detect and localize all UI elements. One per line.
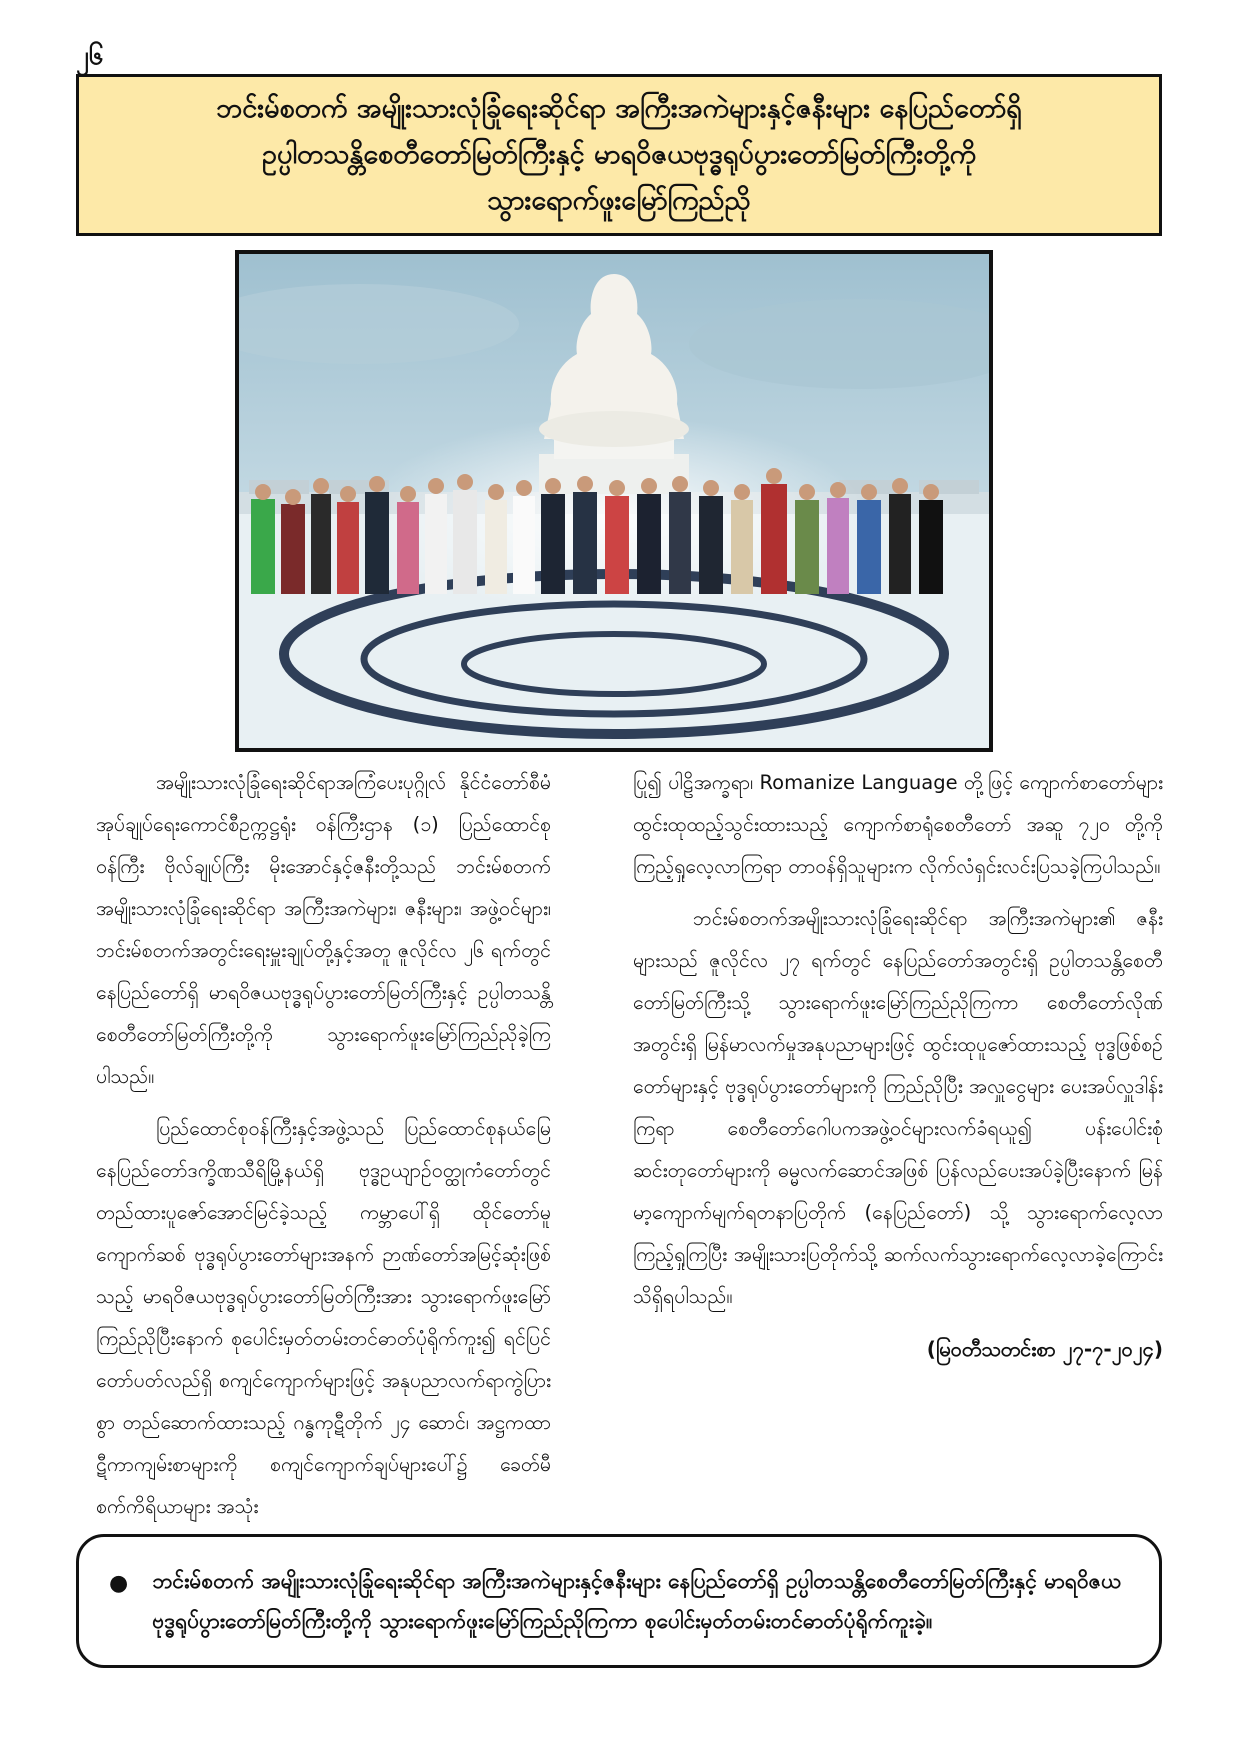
marble-buddha-statue-group-photo-icon: [239, 254, 989, 748]
headline-box: [76, 74, 1162, 236]
summary-text: ဘင်းမ်စတက် အမျိုးသားလုံခြုံရေးဆိုင်ရာ အကြီးအကဲများနှင့်ဇနီးများ နေပြည်တော်ရှိ ဥပ္ပါတသန္တိစေတီတော်မြတ်ကြီးနှင့် မာရဝိဇယဗုဒ္ဓရုပ်ပွားတော်မြတ်ကြီးတို့ကို သွားရောက်ဖူးမြော်ကြည်ညိုကြကာ စုပေါင်းမှတ်တမ်းတင်ဓာတ်ပုံရိုက်ကူးခဲ့။: [152, 1569, 1122, 1633]
bullet-icon: ●: [109, 1571, 129, 1596]
summary-box: [76, 1534, 1162, 1668]
article-source: (မြဝတီသတင်းစာ ၂၇-၇-၂၀၂၄): [926, 1337, 1163, 1361]
news-photo: [235, 250, 993, 752]
headline-line-2: ဥပ္ပါတသန္တိစေတီတော်မြတ်ကြီးနှင့် မာရဝိဇယဗုဒ္ဓရုပ်ပွားတော်မြတ်ကြီးတို့ကို: [262, 139, 976, 170]
headline-line-1: ဘင်းမ်စတက် အမျိုးသားလုံခြုံရေးဆိုင်ရာ အကြီးအကဲများနှင့်ဇနီးများ နေပြည်တော်ရှိ: [216, 93, 1022, 124]
article-column-left: [96, 762, 551, 1538]
headline-line-3: သွားရောက်ဖူးမြော်ကြည်ညို: [487, 185, 751, 216]
article-paragraph-1: အမျိုးသားလုံခြုံရေးဆိုင်ရာအကြံပေးပုဂ္ဂိုလ် နိုင်ငံတော်စီမံအုပ်ချုပ်ရေးကောင်စီဥက္ကဋ္ဌရုံး ဝန်ကြီးဌာန (၁) ပြည်ထောင်စုဝန်ကြီး ဗိုလ်ချုပ်ကြီး မိုးအောင်နှင့်ဇနီးတို့သည် ဘင်းမ်စတက် အမျိုးသားလုံခြုံရေးဆိုင်ရာ အကြီးအကဲများ၊ ဇနီးများ၊ အဖွဲ့ဝင်များ၊ ဘင်းမ်စတက်အတွင်းရေးမှူးချုပ်တို့နှင့်အတူ ဇူလိုင်လ ၂၆ ရက်တွင် နေပြည်တော်ရှိ မာရဝိဇယဗုဒ္ဓရုပ်ပွားတော်မြတ်ကြီးနှင့် ဥပ္ပါတသန္တိစေတီတော်မြတ်ကြီးတို့ကို သွားရောက်ဖူးမြော်ကြည်ညိုခဲ့ကြပါသည်။: [96, 771, 551, 1088]
article-column-right: [633, 762, 1163, 1370]
article-paragraph-4: ဘင်းမ်စတက်အမျိုးသားလုံခြုံရေးဆိုင်ရာ အကြီးအကဲများ၏ ဇနီးများသည် ဇူလိုင်လ ၂၇ ရက်တွင် နေပြည်တော်အတွင်းရှိ ဥပ္ပါတသန္တိစေတီတော်မြတ်ကြီးသို့ သွားရောက်ဖူးမြော်ကြည်ညိုကြကာ စေတီတော်လိုဏ်အတွင်းရှိ မြန်မာလက်မှုအနုပညာများဖြင့် ထွင်းထုပူဇော်ထားသည့် ဗုဒ္ဓဖြစ်စဉ်တော်များနှင့် ဗုဒ္ဓရုပ်ပွားတော်များကို ကြည်ညိုပြီး အလှူငွေများ ပေးအပ်လှူဒါန်းကြရာ စေတီတော်ဂေါပကအဖွဲ့ဝင်များလက်ခံရယူ၍ ပန်းပေါင်းစုံ ဆင်းတုတော်များကို ဓမ္မလက်ဆောင်အဖြစ် ပြန်လည်ပေးအပ်ခဲ့ပြီးနောက် မြန်မာ့ကျောက်မျက်ရတနာပြတိုက် (နေပြည်တော်) သို့ သွားရောက်လေ့လာကြည့်ရှုကြပြီး အမျိုးသားပြတိုက်သို့ ဆက်လက်သွားရောက်လေ့လာခဲ့ကြောင်း သိရှိရပါသည်။: [633, 907, 1163, 1308]
article-paragraph-2: ပြည်ထောင်စုဝန်ကြီးနှင့်အဖွဲ့သည် ပြည်ထောင်စုနယ်မြေ နေပြည်တော်ဒက္ခိဏသီရိမြို့နယ်ရှိ ဗုဒ္ဓဥယျာဉ်ဝတ္ထုကံတော်တွင် တည်ထားပူဇော်အောင်မြင်ခဲ့သည့် ကမ္ဘာပေါ်ရှိ ထိုင်တော်မူကျောက်ဆစ် ဗုဒ္ဓရုပ်ပွားတော်များအနက် ဉာဏ်တော်အမြင့်ဆုံးဖြစ်သည့် မာရဝိဇယဗုဒ္ဓရုပ်ပွားတော်မြတ်ကြီးအား သွားရောက်ဖူးမြော်ကြည်ညိုပြီးနောက် စုပေါင်းမှတ်တမ်းတင်ဓာတ်ပုံရိုက်ကူး၍ ရင်ပြင်တော်ပတ်လည်ရှိ စကျင်ကျောက်များဖြင့် အနုပညာလက်ရာကွဲပြားစွာ တည်ဆောက်ထားသည့် ဂန္ဓကုဋီတိုက် ၂၄ ဆောင်၊ အဋ္ဌကထာဋီကာကျမ်းစာများကို စကျင်ကျောက်ချပ်များပေါ်၌ ခေတ်မီစက်ကိရိယာများ အသုံး: [96, 1117, 551, 1518]
article-paragraph-3: ပြု၍ ပါဠိအက္ခရာ၊ Romanize Language တို့ဖြင့် ကျောက်စာတော်များ ထွင်းထုထည့်သွင်းထားသည့် ကျောက်စာရုံစေတီတော် အဆူ ၇၂၀ တို့ကို ကြည့်ရှုလေ့လာကြရာ တာဝန်ရှိသူများက လိုက်လံရှင်းလင်းပြသခဲ့ကြပါသည်။: [633, 771, 1163, 878]
page-number: ၂၆: [76, 41, 104, 71]
